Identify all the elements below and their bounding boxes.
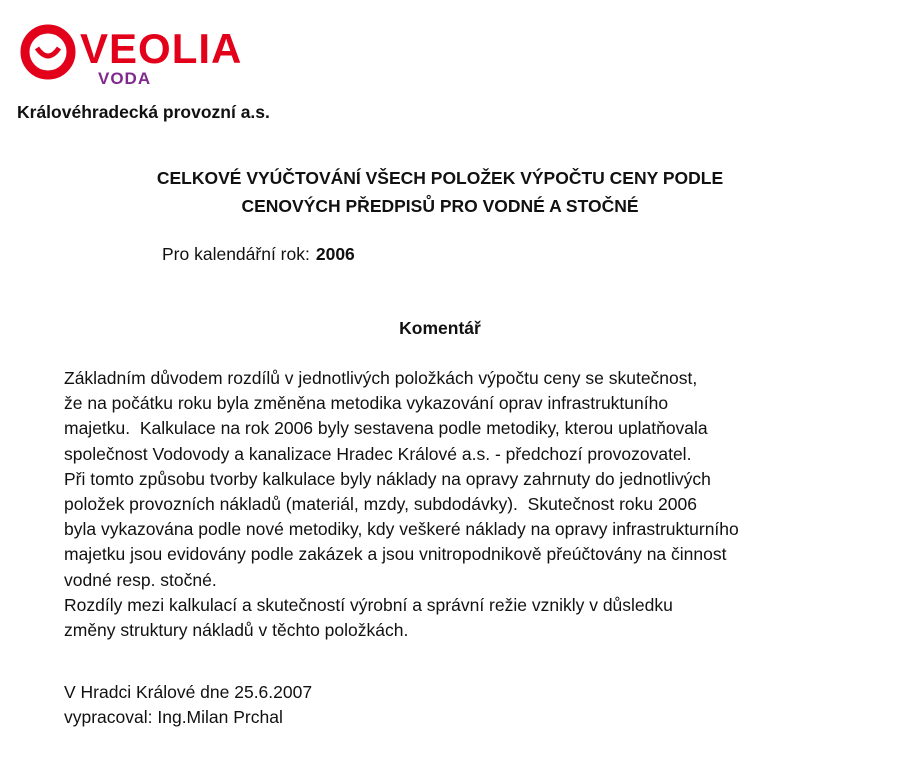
comment-line: položek provozních nákladů (materiál, mzdy, subdodávky). Skutečnost roku 2006: [64, 494, 697, 515]
comment-line: majetku jsou evidovány podle zakázek a jsou vnitropodnikově přeúčtovány na činnost: [64, 544, 727, 565]
document-footer: [64, 680, 312, 730]
comment-line: Základním důvodem rozdílů v jednotlivých položkách výpočtu ceny se skutečnost,: [64, 368, 698, 388]
comment-line: vodné resp. stočné.: [64, 569, 217, 590]
place-and-date: V Hradci Králové dne 25.6.2007: [64, 682, 313, 702]
document-title-line2: CENOVÝCH PŘEDPISŮ PRO VODNÉ A STOČNÉ: [241, 196, 639, 216]
comment-line: společnost Vodovody a kanalizace Hradec Králové a.s. - předchozí provozovatel.: [64, 443, 692, 464]
veolia-voda-logo: [20, 24, 250, 88]
logo-sub-text: VODA: [98, 69, 152, 88]
comment-heading: Komentář: [399, 318, 481, 338]
calendar-year-value: 2006: [315, 244, 355, 264]
comment-line: majetku. Kalkulace na rok 2006 byly sestavena podle metodiky, kterou uplatňovala: [64, 418, 708, 439]
comment-line: změny struktury nákladů v těchto položkách.: [64, 620, 409, 641]
document-title-line1: CELKOVÉ VYÚČTOVÁNÍ VŠECH POLOŽEK VÝPOČTU CENY PODLE: [156, 168, 724, 188]
comment-line: Při tomto způsobu tvorby kalkulace byly náklady na opravy zahrnuty do jednotlivých: [64, 468, 711, 489]
comment-line: byla vykazována podle nové metodiky, kdy veškeré náklady na opravy infrastrukturního: [64, 519, 739, 540]
comment-body: [64, 366, 884, 643]
calendar-year-line: [162, 242, 355, 266]
veolia-logo-icon: [20, 24, 76, 80]
logo-brand-text: VEOLIA: [80, 25, 243, 72]
comment-line: že na počátku roku byla změněna metodika vykazování oprav infrastruktuního: [64, 393, 669, 414]
document-title: [0, 164, 880, 220]
author-line: vypracoval: Ing.Milan Prchal: [64, 707, 283, 727]
calendar-year-label: Pro kalendářní rok:: [162, 244, 310, 264]
comment-line: Rozdíly mezi kalkulací a skutečností výrobní a správní režie vznikly v důsledku: [64, 594, 673, 615]
company-name: Královéhradecká provozní a.s.: [17, 102, 270, 122]
